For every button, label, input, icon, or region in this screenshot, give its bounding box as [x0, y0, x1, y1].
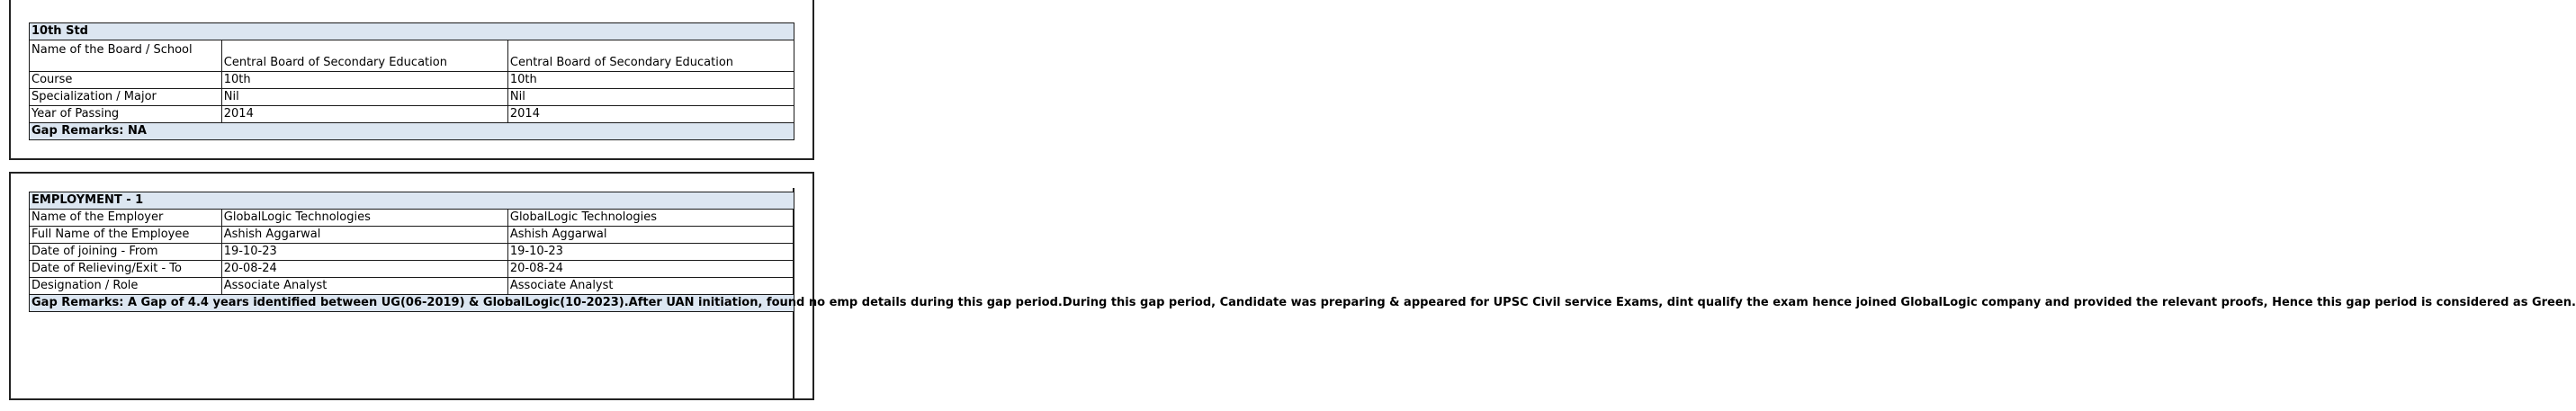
- table-row: [30, 244, 794, 261]
- education-gap-remarks: Gap Remarks: NA: [30, 123, 794, 140]
- row-value-col2: Ashish Aggarwal: [507, 227, 794, 244]
- education-gap-row: [30, 123, 794, 140]
- row-label: Name of the Board / School: [30, 40, 222, 72]
- table-row: [30, 72, 794, 89]
- row-value-col1: 2014: [221, 106, 507, 123]
- row-value-col1: Ashish Aggarwal: [221, 227, 507, 244]
- row-value-col2: 20-08-24: [507, 261, 794, 278]
- row-value-col2: 10th: [507, 72, 794, 89]
- table-row: [30, 261, 794, 278]
- employment-header-row: [30, 192, 794, 210]
- row-label: Specialization / Major: [30, 89, 222, 106]
- row-value-col1: Central Board of Secondary Education: [221, 40, 507, 72]
- row-value-col2: GlobalLogic Technologies: [507, 210, 794, 227]
- education-header-row: [30, 23, 794, 40]
- table-row: [30, 210, 794, 227]
- row-label: Date of Relieving/Exit - To: [30, 261, 222, 278]
- table-row: [30, 278, 794, 295]
- employment-gap-row: [30, 295, 794, 312]
- table-row: [30, 227, 794, 244]
- row-value-col1: 10th: [221, 72, 507, 89]
- row-value-col1: Nil: [221, 89, 507, 106]
- row-value-col2: 2014: [507, 106, 794, 123]
- employment-section-title: EMPLOYMENT - 1: [30, 192, 794, 210]
- row-label: Name of the Employer: [30, 210, 222, 227]
- table-row: [30, 40, 794, 72]
- education-table: [29, 22, 794, 140]
- row-value-col2: Central Board of Secondary Education: [507, 40, 794, 72]
- row-label: Year of Passing: [30, 106, 222, 123]
- row-value-col2: Associate Analyst: [507, 278, 794, 295]
- employment-table: [29, 192, 2576, 312]
- row-value-col1: 19-10-23: [221, 244, 507, 261]
- row-label: Course: [30, 72, 222, 89]
- row-value-col2: 19-10-23: [507, 244, 794, 261]
- table-row: [30, 106, 794, 123]
- row-value-col1: 20-08-24: [221, 261, 507, 278]
- row-value-col1: Associate Analyst: [221, 278, 507, 295]
- row-label: Designation / Role: [30, 278, 222, 295]
- row-value-col2: Nil: [507, 89, 794, 106]
- employment-gap-remarks: Gap Remarks: A Gap of 4.4 years identified between UG(06-2019) & GlobalLogic(10-2023).After UAN initiation, found no emp details during this gap period.During this gap period, Candidate was preparing & appeared for UPSC Civil service Exams, dint qualify the exam hence joined GlobalLogic company and provided the relevant proofs, Hence this gap period is considered as Green.: [30, 295, 794, 312]
- row-value-col1: GlobalLogic Technologies: [221, 210, 507, 227]
- table-row: [30, 89, 794, 106]
- row-label: Date of joining - From: [30, 244, 222, 261]
- education-section-title: 10th Std: [30, 23, 794, 40]
- row-label: Full Name of the Employee: [30, 227, 222, 244]
